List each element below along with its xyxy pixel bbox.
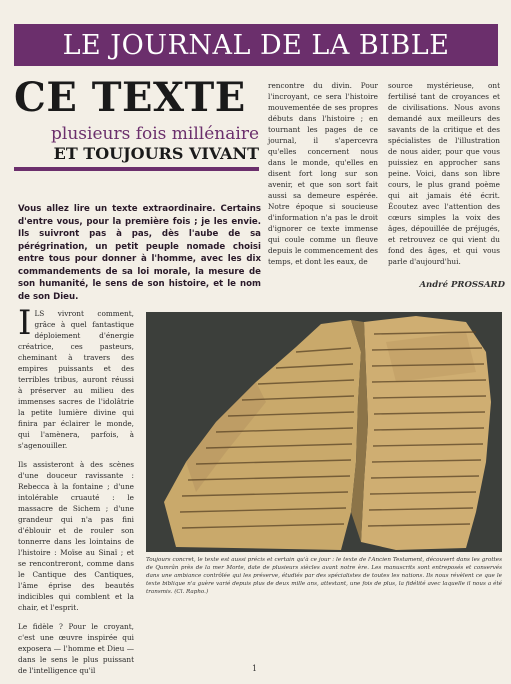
body-column <box>18 303 134 684</box>
scroll-fragment-image <box>146 312 502 552</box>
body-paragraph-1 <box>18 303 134 451</box>
text-column-a: rencontre du divin. Pour l'incroyant, ce sera l'histoire mouvementée de ses propres débuts dans l'histoire ; en tournant les pages de ce journal, il s'apercevra qu'elles concernent nous dans le monde, qu'elles en disent fort long sur son avenir, et que son sort fait aussi sa demeure espérée. Notre époque si soucieuse d'information n'a pas le droit d'ignorer ce texte immense qui coule comme un fleuve depuis le commencement des temps, et dont les eaux, de <box>268 81 378 266</box>
page-number: 1 <box>252 664 258 673</box>
headline-subtitle-bold: ET TOUJOURS VIVANT <box>53 144 259 163</box>
headline-rule <box>14 167 259 171</box>
masthead-title: LE JOURNAL DE LA BIBLE <box>62 29 450 61</box>
drop-cap: I <box>18 303 32 343</box>
author-signature: André PROSSARD <box>419 280 505 290</box>
lead-paragraph: Vous allez lire un texte extraordinaire. Certains d'entre vous, pour la première fois ; je les envie. Ils suivront pas à pas, dès l'aube de sa pérégrination, un petit peuple nomade choisi entre tous pour donner à l'homme, avec les dix commandements de sa loi morale, la mesure de son humanité, le sens de son histoire, et le nom de son Dieu. <box>18 204 261 302</box>
photo-caption: Toujours concret, le texte est aussi précis et certain qu'à ce jour : le texte de l'Ancien Testament, découvert dans les grottes de Qumrân près de la mer Morte, date de plusieurs siècles avant notre ère. Les manuscrits sont entreposés et conservés dans une ambiance contrôlée qui les préserve, étudiés par des spécialistes de toutes les nations. Ils nous révèlent ce que le texte biblique n'a guère varié depuis plus de deux mille ans, attestant, une fois de plus, la fidélité avec laquelle il nous a été transmis. (Cl. Rapho.) <box>146 557 502 595</box>
scroll-photo <box>146 312 502 552</box>
body-paragraph-3: Le fidèle ? Pour le croyant, c'est une œuvre inspirée qui exposera — l'homme et Dieu — dans le sens le plus puissant de l'intelligence qu'il <box>18 622 134 675</box>
masthead-banner <box>14 24 498 66</box>
headline-subtitle: plusieurs fois millénaire <box>51 124 259 144</box>
headline-main: CE TEXTE <box>14 74 246 121</box>
body-paragraph-2: Ils assisteront à des scènes d'une douceur ravissante : Rebecca à la fontaine ; d'une intolérable cruauté : le massacre de Sichem ; d'une grandeur qui n'a pas fini d'éblouir et de rouler son tonnerre dans les lointains de l'histoire : Moïse au Sinaï ; et se rencontreront, comme dans le Cantique des Cantiques, l'âme éprise des beautés indicibles qui comblent et la chair, et l'esprit. <box>18 460 134 612</box>
headline-block <box>14 74 259 171</box>
text-column-b: source mystérieuse, ont fertilisé tant de croyances et de civilisations. Nous avons demandé aux meilleurs des savants de la critique et des spécialistes de l'illustration de nous aider, pour que vous puissiez en approcher sans peine. Voici, dans son libre cours, le plus grand poème qui ait jamais été écrit. Écoutez avec l'attention des cœurs simples la voix des âges, dépouillée de préjugés, et retrouvez ce qui vient du fond des âges, et qui vous parle d'aujourd'hui. <box>388 81 500 266</box>
body-paragraph-1-text: LS vivront comment, grâce à quel fantastique déploiement d'énergie créatrice, ces pasteurs, cheminant à travers des empires puissants et des terribles tribus, auront réussi à préserver au milieu des immenses sacres de l'idolâtrie la petite lumière divine qui finira par éclairer le monde, qui l'amènera, parfois, à s'agenouiller. <box>18 309 134 450</box>
